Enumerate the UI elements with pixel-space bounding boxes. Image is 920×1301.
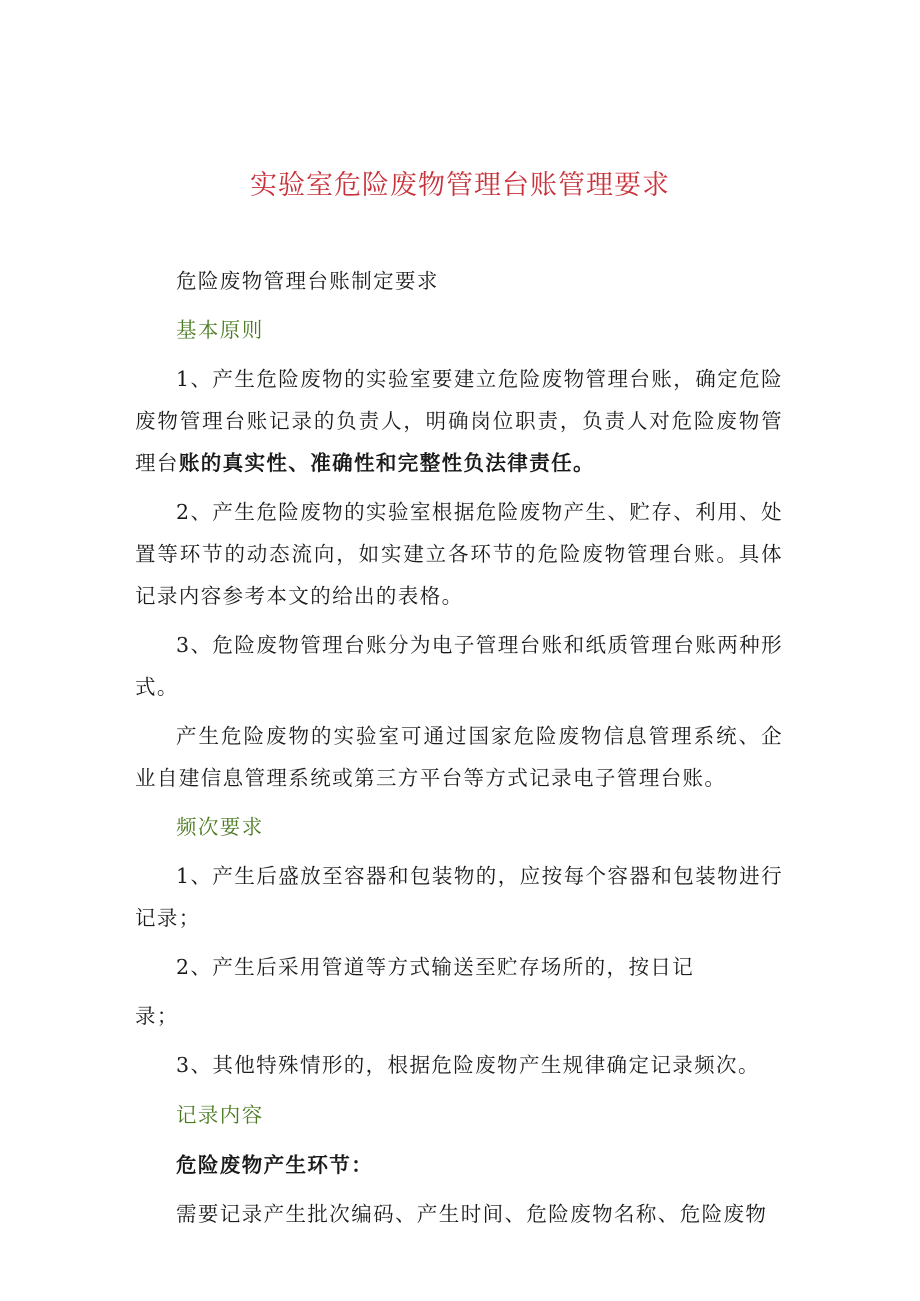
principle-item-1-text: 1、产生危险废物的实验室要建立危险废物管理台账，确定危险废物管理台账记录的负责人，明确岗位职责，负责人对危险废物管理台 bbox=[135, 367, 783, 475]
principle-item-1 bbox=[135, 358, 783, 484]
frequency-item-3: 3、其他特殊情形的，根据危险废物产生规律确定记录频次。 bbox=[176, 1053, 760, 1077]
frequency-item-2-line-2: 录； bbox=[135, 1004, 179, 1028]
principle-item-3-extra: 产生危险废物的实验室可通过国家危险废物信息管理系统、企业自建信息管理系统或第三方平台等方式记录电子管理台账。 bbox=[135, 724, 783, 790]
record-content-text: 需要记录产生批次编码、产生时间、危险废物名称、危险废物 bbox=[176, 1202, 768, 1226]
document-title: 实验室危险废物管理台账管理要求 bbox=[250, 170, 670, 201]
frequency-heading: 频次要求 bbox=[176, 815, 264, 839]
frequency-item-2-line-1: 2、产生后采用管道等方式输送至贮存场所的，按日记 bbox=[176, 955, 695, 979]
principle-item-1-bold: 账的真实性、准确性和完整性负法律责任。 bbox=[178, 451, 595, 475]
section-heading: 危险废物管理台账制定要求 bbox=[176, 269, 439, 293]
basic-principles-heading: 基本原则 bbox=[176, 318, 264, 342]
record-content-subheading: 危险废物产生环节： bbox=[176, 1153, 374, 1177]
frequency-item-1: 1、产生后盛放至容器和包装物的，应按每个容器和包装物进行记录； bbox=[135, 864, 783, 930]
document-body bbox=[135, 260, 783, 1242]
principle-item-3: 3、危险废物管理台账分为电子管理台账和纸质管理台账两种形式。 bbox=[135, 633, 783, 699]
principle-item-2: 2、产生危险废物的实验室根据危险废物产生、贮存、利用、处置等环节的动态流向，如实建立各环节的危险废物管理台账。具体记录内容参考本文的给出的表格。 bbox=[135, 500, 783, 608]
record-content-heading: 记录内容 bbox=[176, 1103, 264, 1127]
